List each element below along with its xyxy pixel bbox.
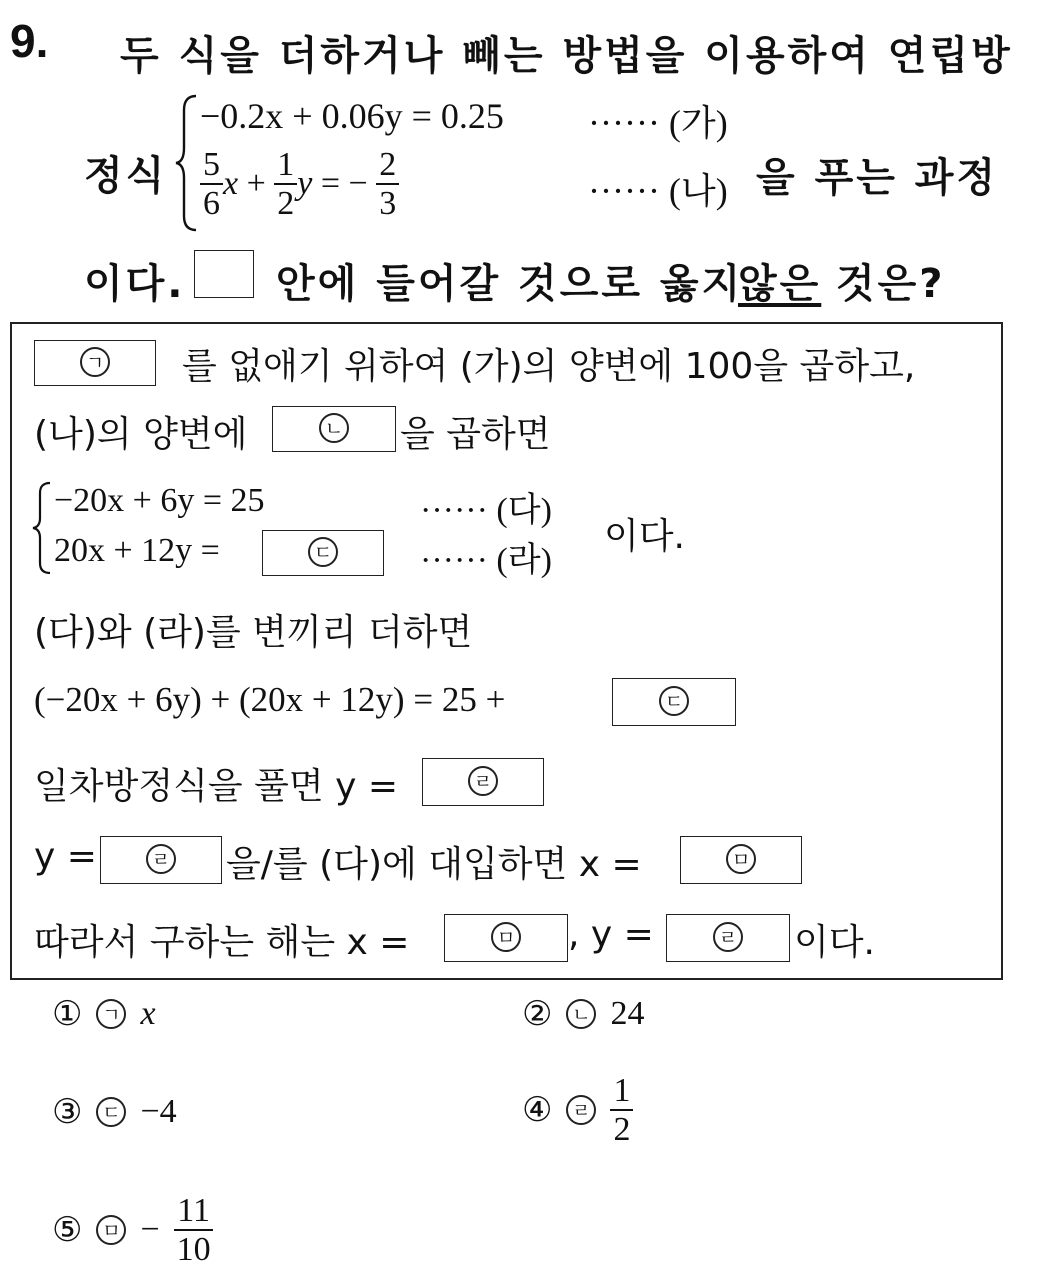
equation-ga: −0.2x + 0.06y = 0.25	[200, 96, 504, 136]
option-1[interactable]	[52, 994, 156, 1034]
symbol-digeut: ㄷ	[659, 686, 689, 716]
symbol-nieun: ㄴ	[319, 413, 349, 443]
box-line-4: (다)와 (라)를 변끼리 더하면	[34, 612, 473, 653]
blank-rieul-2	[100, 836, 222, 884]
option-number: ③	[52, 1092, 83, 1132]
fraction: $\frac{1}{2}$	[274, 146, 297, 223]
equation-da: −20x + 6y = 25	[54, 482, 265, 519]
blank-nieun	[272, 406, 396, 452]
question-line-3a: 이다.	[84, 261, 186, 307]
box-line-6: 일차방정식을 풀면 y =	[34, 766, 399, 807]
option-value: 24	[610, 995, 645, 1032]
option-symbol: ㄹ	[566, 1095, 596, 1125]
option-number: ④	[522, 1090, 553, 1131]
box-line-2-post: 을 곱하면	[400, 414, 551, 455]
box-line-8-post: 이다.	[794, 922, 875, 963]
equation-ra: 20x + 12y =	[54, 532, 220, 569]
underlined-not: 않은	[738, 261, 822, 307]
equation-da-tag: ······ (다)	[420, 492, 552, 529]
option-3[interactable]	[52, 1092, 177, 1132]
symbol-giyeok: ㄱ	[80, 347, 110, 377]
system-tail: 이다.	[604, 516, 685, 557]
system-brace-2	[30, 480, 56, 576]
question-line-3d: 것은?	[836, 261, 946, 307]
symbol-digeut: ㄷ	[308, 537, 338, 567]
equation-label: 정식	[84, 153, 168, 199]
equation-ra-tag: ······ (라)	[420, 542, 552, 579]
symbol-rieul: ㄹ	[146, 844, 176, 874]
option-value: x	[140, 995, 156, 1032]
question-line-1: 두 식을 더하거나 빼는 방법을 이용하여 연립방	[120, 33, 1013, 79]
system-brace	[172, 92, 202, 234]
question-line-3b: 안에 들어갈 것으로 옳지	[276, 261, 744, 307]
blank-mieum-2	[444, 914, 568, 962]
blank-rieul-1	[422, 758, 544, 806]
blank-giyeok	[34, 340, 156, 386]
box-line-7-mid: 을/를 (다)에 대입하면 x =	[226, 844, 642, 885]
option-4[interactable]	[522, 1072, 633, 1149]
blank-digeut-1	[262, 530, 384, 576]
option-fraction: $\frac{11}{10}$	[174, 1192, 214, 1269]
blank-mieum-1	[680, 836, 802, 884]
option-2[interactable]	[522, 994, 644, 1034]
option-sign: −	[140, 1211, 160, 1249]
option-fraction: $\frac{1}{2}$	[610, 1072, 633, 1149]
symbol-rieul: ㄹ	[713, 922, 743, 952]
equation-na: $\frac{5}{6}$ x + $\frac{1}{2}$ y = − $\frac{2}{3}$	[200, 146, 399, 223]
blank-digeut-2	[612, 678, 736, 726]
question-number: 9.	[10, 15, 49, 67]
symbol-rieul: ㄹ	[468, 766, 498, 796]
fraction: $\frac{5}{6}$	[200, 146, 223, 223]
box-line-8-pre: 따라서 구하는 해는 x =	[34, 922, 410, 963]
option-symbol: ㄱ	[96, 999, 126, 1029]
fraction: $\frac{2}{3}$	[376, 146, 399, 223]
option-symbol: ㅁ	[96, 1215, 126, 1245]
box-line-2-pre: (나)의 양변에	[34, 414, 248, 455]
box-line-5: (−20x + 6y) + (20x + 12y) = 25 +	[34, 680, 506, 719]
option-symbol: ㄴ	[566, 999, 596, 1029]
blank-box	[194, 250, 254, 298]
equation-ga-tag: ······ (가)	[588, 103, 728, 143]
option-symbol: ㄷ	[96, 1097, 126, 1127]
box-line-7-pre: y =	[34, 836, 97, 877]
option-value: −4	[140, 1093, 177, 1130]
symbol-mieum: ㅁ	[726, 844, 756, 874]
symbol-mieum: ㅁ	[491, 922, 521, 952]
option-number: ⑤	[52, 1210, 83, 1251]
option-number: ①	[52, 994, 83, 1034]
option-number: ②	[522, 994, 553, 1034]
box-line-8-mid: , y =	[568, 914, 654, 955]
question-line-2-tail: 을 푸는 과정	[756, 155, 999, 201]
box-line-1: 를 없애기 위하여 (가)의 양변에 100을 곱하고,	[182, 346, 916, 387]
equation-na-tag: ······ (나)	[588, 171, 728, 211]
option-5[interactable]	[52, 1192, 214, 1269]
blank-rieul-3	[666, 914, 790, 962]
